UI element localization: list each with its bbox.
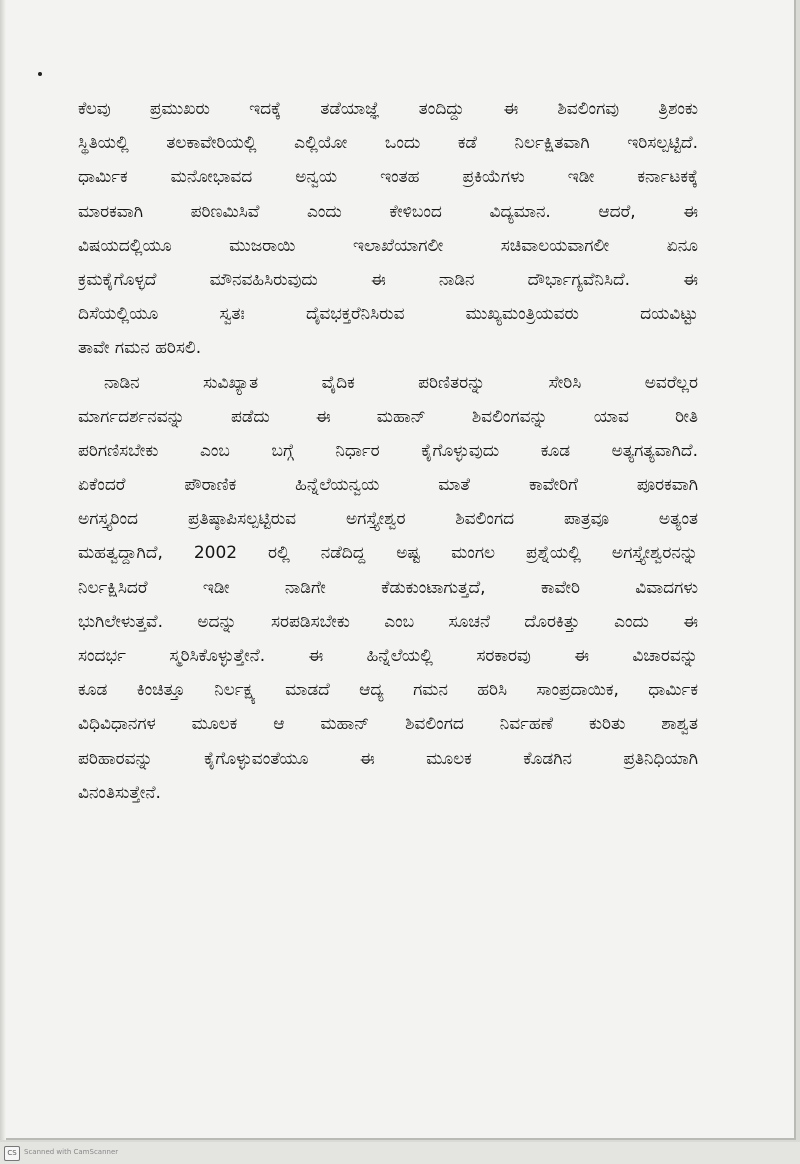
text-line: ಮಹತ್ವದ್ದಾಗಿದೆ, 2002 ರಲ್ಲಿ ನಡೆದಿದ್ದ ಅಷ್ಟ ಮಂಗಲ ಪ್ರಶ್ನೆಯಲ್ಲಿ ಅಗಸ್ತ್ಯೇಶ್ವರನನ್ನು xyxy=(78,543,698,564)
text-line: ಕ್ರಮಕೈಗೊಳ್ಳದೆ ಮೌನವಹಿಸಿರುವುದು ಈ ನಾಡಿನ ದೌರ್ಭಾಗ್ಯವೆನಿಸಿದೆ. ಈ xyxy=(78,269,698,290)
page-shadow-edge xyxy=(0,0,6,1140)
text-line: ಮಾರಕವಾಗಿ ಪರಿಣಮಿಸಿವೆ ಎಂದು ಕೇಳಿಬಂದ ವಿದ್ಯಮಾನ. ಆದರೆ, ಈ xyxy=(78,201,698,222)
text-line: ಭುಗಿಲೇಳುತ್ತವೆ. ಅದನ್ನು ಸರಪಡಿಸಬೇಕು ಎಂಬ ಸೂಚನೆ ದೊರಕಿತ್ತು ಎಂದು ಈ xyxy=(78,611,698,632)
text-line: ನಾಡಿನ ಸುವಿಖ್ಯಾತ ವೈದಿಕ ಪರಿಣಿತರನ್ನು ಸೇರಿಸಿ ಅವರೆಲ್ಲರ xyxy=(104,372,698,393)
text-line: ಅಗಸ್ತ್ಯರಿಂದ ಪ್ರತಿಷ್ಠಾಪಿಸಲ್ಪಟ್ಟಿರುವ ಅಗಸ್ತ್ಯೇಶ್ವರ ಶಿವಲಿಂಗದ ಪಾತ್ರವೂ ಅತ್ಯಂತ xyxy=(78,509,698,530)
camscanner-watermark-text: Scanned with CamScanner xyxy=(24,1148,119,1156)
text-line: ವಿನಂತಿಸುತ್ತೇನೆ. xyxy=(78,782,161,803)
text-line: ಮಾರ್ಗದರ್ಶನವನ್ನು ಪಡೆದು ಈ ಮಹಾನ್ ಶಿವಲಿಂಗವನ್ನು ಯಾವ ರೀತಿ xyxy=(78,406,698,427)
camscanner-logo-icon: CS xyxy=(4,1146,20,1161)
text-line: ಪರಿಹಾರವನ್ನು ಕೈಗೊಳ್ಳುವಂತೆಯೂ ಈ ಮೂಲಕ ಕೊಡಗಿನ ಪ್ರತಿನಿಧಿಯಾಗಿ xyxy=(78,748,698,769)
text-line: ಧಾರ್ಮಿಕ ಮನೋಭಾವದ ಅನ್ವಯ ಇಂತಹ ಪ್ರಕಿಯೆಗಳು ಇಡೀ ಕರ್ನಾಟಕಕ್ಕೆ xyxy=(78,167,698,188)
text-line: ನಿರ್ಲಕ್ಷಿಸಿದರೆ ಇಡೀ ನಾಡಿಗೇ ಕೆಡುಕುಂಟಾಗುತ್ತದೆ, ಕಾವೇರಿ ವಿವಾದಗಳು xyxy=(78,577,698,598)
text-line: ದಿಸೆಯಲ್ಲಿಯೂ ಸ್ವತಃ ದೈವಭಕ್ತರೆನಿಸಿರುವ ಮುಖ್ಯಮಂತ್ರಿಯವರು ದಯವಿಟ್ಟು xyxy=(78,304,698,325)
text-line: ಏಕೆಂದರೆ ಪೌರಾಣಿಕ ಹಿನ್ನೆಲೆಯನ್ವಯ ಮಾತೆ ಕಾವೇರಿಗೆ ಪೂರಕವಾಗಿ xyxy=(78,475,698,496)
paragraph-1 xyxy=(78,92,698,366)
text-line: ಸಂದರ್ಭ ಸ್ಮರಿಸಿಕೊಳ್ಳುತ್ತೇನೆ. ಈ ಹಿನ್ನೆಲೆಯಲ್ಲಿ ಸರಕಾರವು ಈ ವಿಚಾರವನ್ನು xyxy=(78,646,698,666)
text-line: ಕೂಡ ಕಿಂಚಿತ್ತೂ ನಿರ್ಲಕ್ಷ್ಯ ಮಾಡದೆ ಆದ್ಯ ಗಮನ ಹರಿಸಿ ಸಾಂಪ್ರದಾಯಿಕ, ಧಾರ್ಮಿಕ xyxy=(78,680,698,701)
text-line: ಸ್ಥಿತಿಯಲ್ಲಿ ತಲಕಾವೇರಿಯಲ್ಲಿ ಎಲ್ಲಿಯೋ ಒಂದು ಕಡೆ ನಿರ್ಲಕ್ಷಿತವಾಗಿ ಇರಿಸಲ್ಪಟ್ಟಿದೆ. xyxy=(78,133,698,154)
scanner-watermark-bar xyxy=(0,1142,800,1164)
text-line: ವಿಷಯದಲ್ಲಿಯೂ ಮುಜರಾಯಿ ಇಲಾಖೆಯಾಗಲೀ ಸಚಿವಾಲಯವಾಗಲೀ ಏನೂ xyxy=(78,235,698,256)
text-line: ತಾವೇ ಗಮನ ಹರಿಸಲಿ. xyxy=(78,338,202,359)
text-line: ವಿಧಿವಿಧಾನಗಳ ಮೂಲಕ ಆ ಮಹಾನ್ ಶಿವಲಿಂಗದ ನಿರ್ವಹಣೆ ಕುರಿತು ಶಾಶ್ವತ xyxy=(78,714,698,735)
letter-body xyxy=(78,92,698,810)
text-line: ಕೆಲವು ಪ್ರಮುಖರು ಇದಕ್ಕೆ ತಡೆಯಾಜ್ಞೆ ತಂದಿದ್ದು ಈ ಶಿವಲಿಂಗವು ತ್ರಿಶಂಕು xyxy=(78,99,698,119)
paragraph-2 xyxy=(78,366,698,810)
text-line: ಪರಿಗಣಿಸಬೇಕು ಎಂಬ ಬಗ್ಗೆ ನಿರ್ಧಾರ ಕೈಗೊಳ್ಳುವುದು ಕೂಡ ಅತ್ಯಗತ್ಯವಾಗಿದೆ. xyxy=(78,440,698,461)
ink-dot xyxy=(38,72,42,76)
